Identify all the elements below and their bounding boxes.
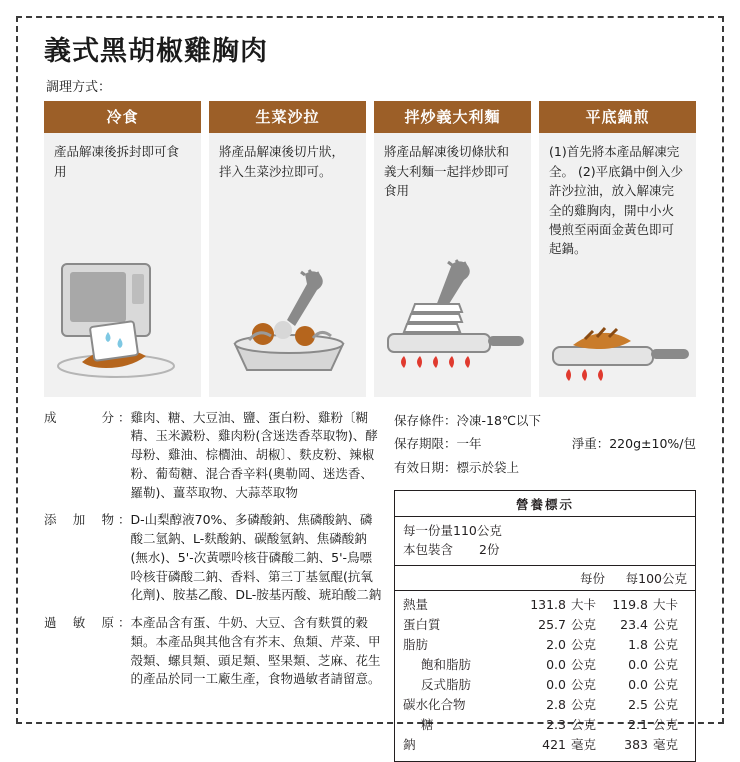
storage-value: 冷凍-18℃以下 bbox=[456, 412, 541, 428]
method-card-salad bbox=[209, 101, 366, 396]
storage-row bbox=[394, 409, 696, 433]
allergen-text: 本產品含有蛋、牛奶、大豆、含有麩質的穀類。本產品與其他含有芥末、魚類、芹菜、甲殼類、螺貝類、頭足類、堅果類、芝麻、花生的產品於同一工廠生產，食物過敏者請留意。 bbox=[130, 615, 381, 687]
colon: ： bbox=[444, 460, 457, 476]
method-description: 將產品解凍後切片狀，拌入生菜沙拉即可。 bbox=[219, 144, 345, 179]
shelf-life-label: 保存期限 bbox=[394, 436, 445, 452]
ingredients-label: 成分 bbox=[44, 409, 114, 425]
servings-per-container-value: 2份 bbox=[479, 542, 500, 558]
colon: ： bbox=[118, 615, 131, 631]
nutrient-name: 飽和脂肪 bbox=[421, 656, 472, 672]
method-card-pasta bbox=[374, 101, 531, 396]
colon: ： bbox=[444, 412, 457, 428]
expiry-label: 有效日期 bbox=[394, 460, 445, 476]
value-per-serving: 421 毫克 bbox=[542, 736, 597, 752]
shelf-life-row bbox=[394, 432, 696, 456]
value-per-100g: 2.5 公克 bbox=[628, 696, 679, 712]
frying-pan-chicken-icon bbox=[539, 261, 696, 393]
storage-and-nutrition-column bbox=[394, 409, 696, 762]
nutrient-name: 糖 bbox=[421, 716, 434, 732]
header-per-100g: 每100公克 bbox=[625, 570, 687, 586]
value-per-100g: 383 毫克 bbox=[624, 736, 679, 752]
additives-text: D-山梨醇液70%、多磷酸鈉、焦磷酸鈉、磷酸二氫鈉、L-麩酸鈉、碳酸氫鈉、焦磷酸鈉(無水)、5'-次黃嘌呤核苷磷酸二鈉、5'-鳥嘌呤核苷磷酸二鈉、香料、第三丁基氫醌(抗氧化劑)、胺基乙酸、DL-胺基丙酸、琥珀酸二鈉 bbox=[130, 512, 382, 603]
method-title: 拌炒義大利麵 bbox=[374, 101, 531, 133]
value-per-serving: 25.7 公克 bbox=[538, 616, 597, 632]
nutrient-name: 碳水化合物 bbox=[403, 696, 466, 712]
method-card-pan-fry bbox=[539, 101, 696, 396]
nutrient-name: 脂肪 bbox=[403, 636, 429, 652]
colon: ： bbox=[118, 512, 131, 528]
colon: ： bbox=[118, 409, 131, 425]
value-per-100g: 23.4 公克 bbox=[620, 616, 679, 632]
value-per-serving: 2.3 公克 bbox=[546, 716, 597, 732]
value-per-serving: 2.0 公克 bbox=[546, 636, 597, 652]
shelf-life-value: 一年 bbox=[456, 436, 482, 452]
method-description: 產品解凍後拆封即可食用 bbox=[54, 144, 180, 179]
storage-label: 保存條件 bbox=[394, 412, 445, 428]
nutrition-serving-info bbox=[395, 517, 695, 566]
method-title: 平底鍋煎 bbox=[539, 101, 696, 133]
pan-pasta-fork-icon bbox=[374, 248, 531, 380]
header-per-serving: 每份 bbox=[579, 570, 605, 586]
nutrition-title: 營養標示 bbox=[395, 491, 695, 517]
table-row bbox=[403, 595, 687, 615]
salad-bowl-fork-icon bbox=[209, 248, 366, 380]
table-row bbox=[403, 675, 687, 695]
cooking-methods-subtitle: 調理方式： bbox=[46, 80, 112, 96]
product-info-section bbox=[44, 409, 696, 762]
nutrient-name: 反式脂肪 bbox=[421, 676, 472, 692]
table-row bbox=[403, 635, 687, 655]
table-row bbox=[403, 735, 687, 755]
nutrient-name: 蛋白質 bbox=[403, 616, 441, 632]
ingredients-row bbox=[44, 409, 384, 503]
additives-row bbox=[44, 511, 384, 605]
colon: ： bbox=[596, 436, 610, 452]
table-row bbox=[403, 695, 687, 715]
page-title: 義式黑胡椒雞胸肉 bbox=[44, 36, 268, 67]
value-per-100g: 0.0 公克 bbox=[628, 676, 679, 692]
method-title: 冷食 bbox=[44, 101, 201, 133]
table-row bbox=[403, 615, 687, 635]
value-per-100g: 0.0 公克 bbox=[628, 656, 679, 672]
table-row bbox=[403, 715, 687, 735]
net-weight-value: 220g±10%/包 bbox=[609, 436, 696, 452]
value-per-serving: 2.8 公克 bbox=[546, 696, 597, 712]
ingredients-column bbox=[44, 409, 394, 762]
serving-size: 每一份量110公克 bbox=[403, 522, 502, 538]
allergen-row bbox=[44, 614, 384, 689]
value-per-100g: 119.8 大卡 bbox=[612, 596, 679, 612]
net-weight-label: 淨重 bbox=[571, 436, 597, 452]
net-weight-group bbox=[562, 432, 696, 456]
value-per-serving: 0.0 公克 bbox=[546, 656, 597, 672]
nutrient-name: 熱量 bbox=[403, 596, 429, 612]
nutrient-name: 鈉 bbox=[403, 736, 416, 752]
ingredients-text: 雞肉、糖、大豆油、鹽、蛋白粉、雞粉〔糊精、玉米澱粉、雞肉粉(含迷迭香萃取物)、酵母粉、雞油、棕櫚油、胡椒〕、麩皮粉、辣椒粉、葡萄糖、混合香辛料(奧勒岡、迷迭香、羅勒)、薑萃取物、大蒜萃取物 bbox=[130, 409, 378, 500]
value-per-100g: 1.8 公克 bbox=[628, 636, 679, 652]
table-row bbox=[403, 655, 687, 675]
value-per-serving: 0.0 公克 bbox=[546, 676, 597, 692]
nutrition-facts-table bbox=[394, 490, 696, 762]
microwave-plate-icon bbox=[44, 248, 201, 380]
method-description: 將產品解凍後切條狀和義大利麵一起拌炒即可食用 bbox=[384, 144, 510, 199]
value-per-100g: 2.1 公克 bbox=[628, 716, 679, 732]
nutrient-header-blank bbox=[403, 569, 523, 587]
allergen-label: 過敏原 bbox=[44, 615, 114, 631]
colon: ： bbox=[444, 436, 457, 452]
method-description: (1)首先將本產品解凍完全。 (2)平底鍋中倒入少許沙拉油，放入解凍完全的雞胸肉，開中小火慢煎至兩面金黃色即可起鍋。 bbox=[549, 144, 684, 257]
value-per-serving: 131.8 大卡 bbox=[530, 596, 597, 612]
method-title: 生菜沙拉 bbox=[209, 101, 366, 133]
expiry-row bbox=[394, 456, 696, 480]
nutrition-table-header bbox=[395, 566, 695, 591]
method-card-cold bbox=[44, 101, 201, 396]
additives-label: 添加物 bbox=[44, 512, 114, 528]
nutrition-table-body bbox=[395, 591, 695, 761]
cooking-methods-list bbox=[44, 101, 696, 396]
servings-per-container-label: 本包裝含 bbox=[403, 542, 454, 558]
expiry-value: 標示於袋上 bbox=[456, 460, 520, 476]
